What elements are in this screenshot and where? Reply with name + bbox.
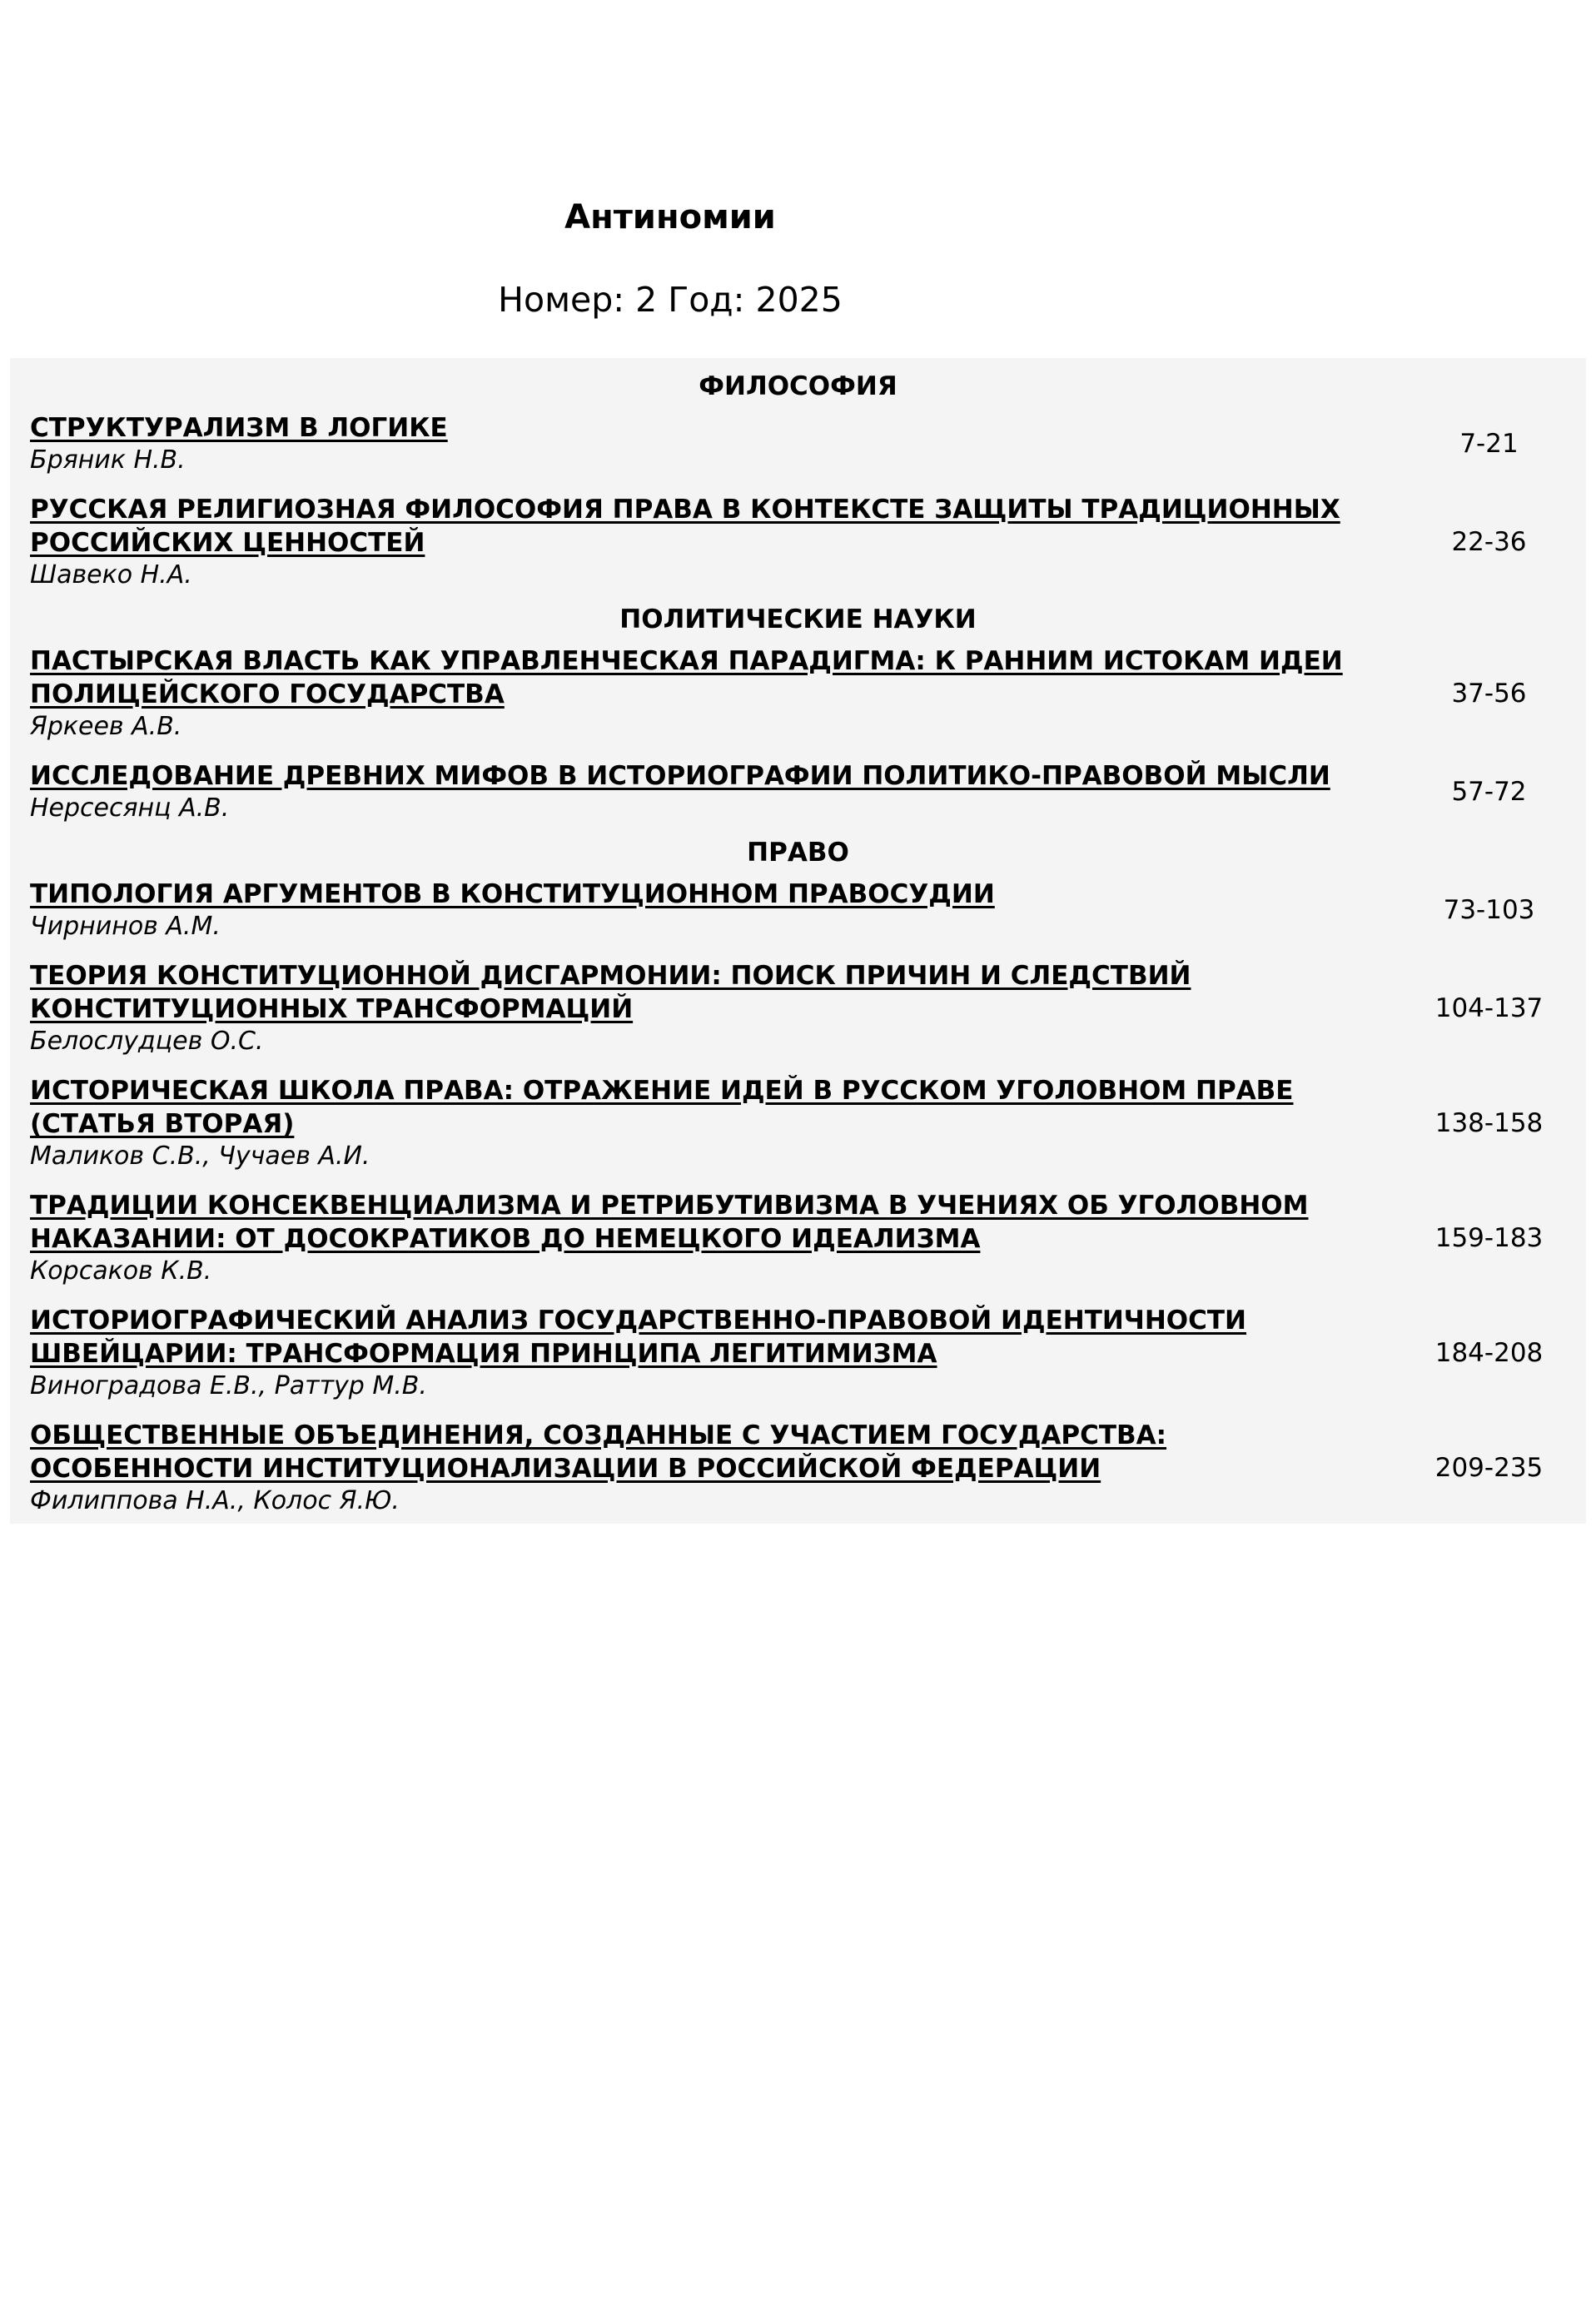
article-authors: Виноградова Е.В., Раттур М.В. bbox=[30, 1371, 427, 1400]
article-entry bbox=[10, 638, 1586, 753]
article-authors: Белослудцев О.С. bbox=[30, 1027, 264, 1056]
article-entry bbox=[10, 953, 1586, 1067]
article-title-link[interactable]: ТИПОЛОГИЯ АРГУМЕНТОВ В КОНСТИТУЦИОННОМ ПРАВОСУДИИ bbox=[30, 879, 995, 909]
table-of-contents bbox=[10, 358, 1586, 1524]
section-heading-philosophy: ФИЛОСОФИЯ bbox=[699, 371, 897, 401]
article-entry bbox=[10, 405, 1586, 486]
article-authors: Чирнинов А.М. bbox=[30, 912, 221, 941]
journal-title: Антиномии bbox=[564, 198, 776, 236]
article-authors: Бряник Н.В. bbox=[30, 445, 186, 475]
article-pages: 138-158 bbox=[1434, 1108, 1544, 1138]
article-title-link[interactable]: ТЕОРИЯ КОНСТИТУЦИОННОЙ ДИСГАРМОНИИ: ПОИСК ПРИЧИН И СЛЕДСТВИЙ КОНСТИТУЦИОННЫХ ТРАНСФОРМАЦИЙ bbox=[30, 961, 1191, 1024]
article-authors: Филиппова Н.А., Колос Я.Ю. bbox=[30, 1486, 400, 1515]
article-pages: 37-56 bbox=[1451, 679, 1527, 709]
article-entry bbox=[10, 871, 1586, 953]
article-title-link[interactable]: ПАСТЫРСКАЯ ВЛАСТЬ КАК УПРАВЛЕНЧЕСКАЯ ПАРАДИГМА: К РАННИМ ИСТОКАМ ИДЕИ ПОЛИЦЕЙСКОГО ГОСУДАРСТВА bbox=[30, 646, 1343, 709]
article-pages: 159-183 bbox=[1434, 1223, 1544, 1253]
article-title-link[interactable]: ИСТОРИЧЕСКАЯ ШКОЛА ПРАВА: ОТРАЖЕНИЕ ИДЕЙ В РУССКОМ УГОЛОВНОМ ПРАВЕ (СТАТЬЯ ВТОРАЯ) bbox=[30, 1076, 1294, 1139]
article-pages: 57-72 bbox=[1451, 777, 1527, 807]
article-title-link[interactable]: ИСТОРИОГРАФИЧЕСКИЙ АНАЛИЗ ГОСУДАРСТВЕННО-ПРАВОВОЙ ИДЕНТИЧНОСТИ ШВЕЙЦАРИИ: ТРАНСФОРМАЦИЯ ПРИНЦИПА ЛЕГИТИМИЗМА bbox=[30, 1306, 1246, 1369]
article-authors: Корсаков К.В. bbox=[30, 1256, 212, 1286]
article-pages: 73-103 bbox=[1443, 895, 1535, 925]
article-entry bbox=[10, 753, 1586, 834]
article-entry bbox=[10, 486, 1586, 601]
article-pages: 184-208 bbox=[1434, 1338, 1544, 1368]
article-entry bbox=[10, 1297, 1586, 1412]
section-heading-political-sciences: ПОЛИТИЧЕСКИЕ НАУКИ bbox=[619, 604, 977, 634]
issue-info: Номер: 2 Год: 2025 bbox=[498, 280, 843, 320]
article-pages: 104-137 bbox=[1434, 993, 1544, 1023]
article-authors: Яркеев А.В. bbox=[30, 712, 182, 741]
article-title-link[interactable]: ТРАДИЦИИ КОНСЕКВЕНЦИАЛИЗМА И РЕТРИБУТИВИЗМА В УЧЕНИЯХ ОБ УГОЛОВНОМ НАКАЗАНИИ: ОТ ДОСОКРАТИКОВ ДО НЕМЕЦКОГО ИДЕАЛИЗМА bbox=[30, 1191, 1309, 1254]
article-title-link[interactable]: ОБЩЕСТВЕННЫЕ ОБЪЕДИНЕНИЯ, СОЗДАННЫЕ С УЧАСТИЕМ ГОСУДАРСТВА: ОСОБЕННОСТИ ИНСТИТУЦИОНАЛИЗАЦИИ В РОССИЙСКОЙ ФЕДЕРАЦИИ bbox=[30, 1420, 1167, 1484]
article-entry bbox=[10, 1067, 1586, 1182]
article-pages: 209-235 bbox=[1434, 1453, 1544, 1483]
article-title-link[interactable]: СТРУКТУРАЛИЗМ В ЛОГИКЕ bbox=[30, 413, 448, 443]
article-pages: 7-21 bbox=[1459, 429, 1519, 459]
article-title-link[interactable]: РУССКАЯ РЕЛИГИОЗНАЯ ФИЛОСОФИЯ ПРАВА В КОНТЕКСТЕ ЗАЩИТЫ ТРАДИЦИОННЫХ РОССИЙСКИХ ЦЕННОСТЕЙ bbox=[30, 495, 1340, 558]
article-authors: Маликов С.В., Чучаев А.И. bbox=[30, 1142, 370, 1171]
article-entry bbox=[10, 1412, 1586, 1527]
section-heading-law: ПРАВО bbox=[747, 838, 849, 868]
article-pages: 22-36 bbox=[1451, 527, 1527, 557]
article-entry bbox=[10, 1182, 1586, 1297]
article-authors: Шавеко Н.А. bbox=[30, 560, 192, 589]
article-title-link[interactable]: ИССЛЕДОВАНИЕ ДРЕВНИХ МИФОВ В ИСТОРИОГРАФИИ ПОЛИТИКО-ПРАВОВОЙ МЫСЛИ bbox=[30, 761, 1330, 791]
article-authors: Нерсесянц А.В. bbox=[30, 793, 230, 823]
